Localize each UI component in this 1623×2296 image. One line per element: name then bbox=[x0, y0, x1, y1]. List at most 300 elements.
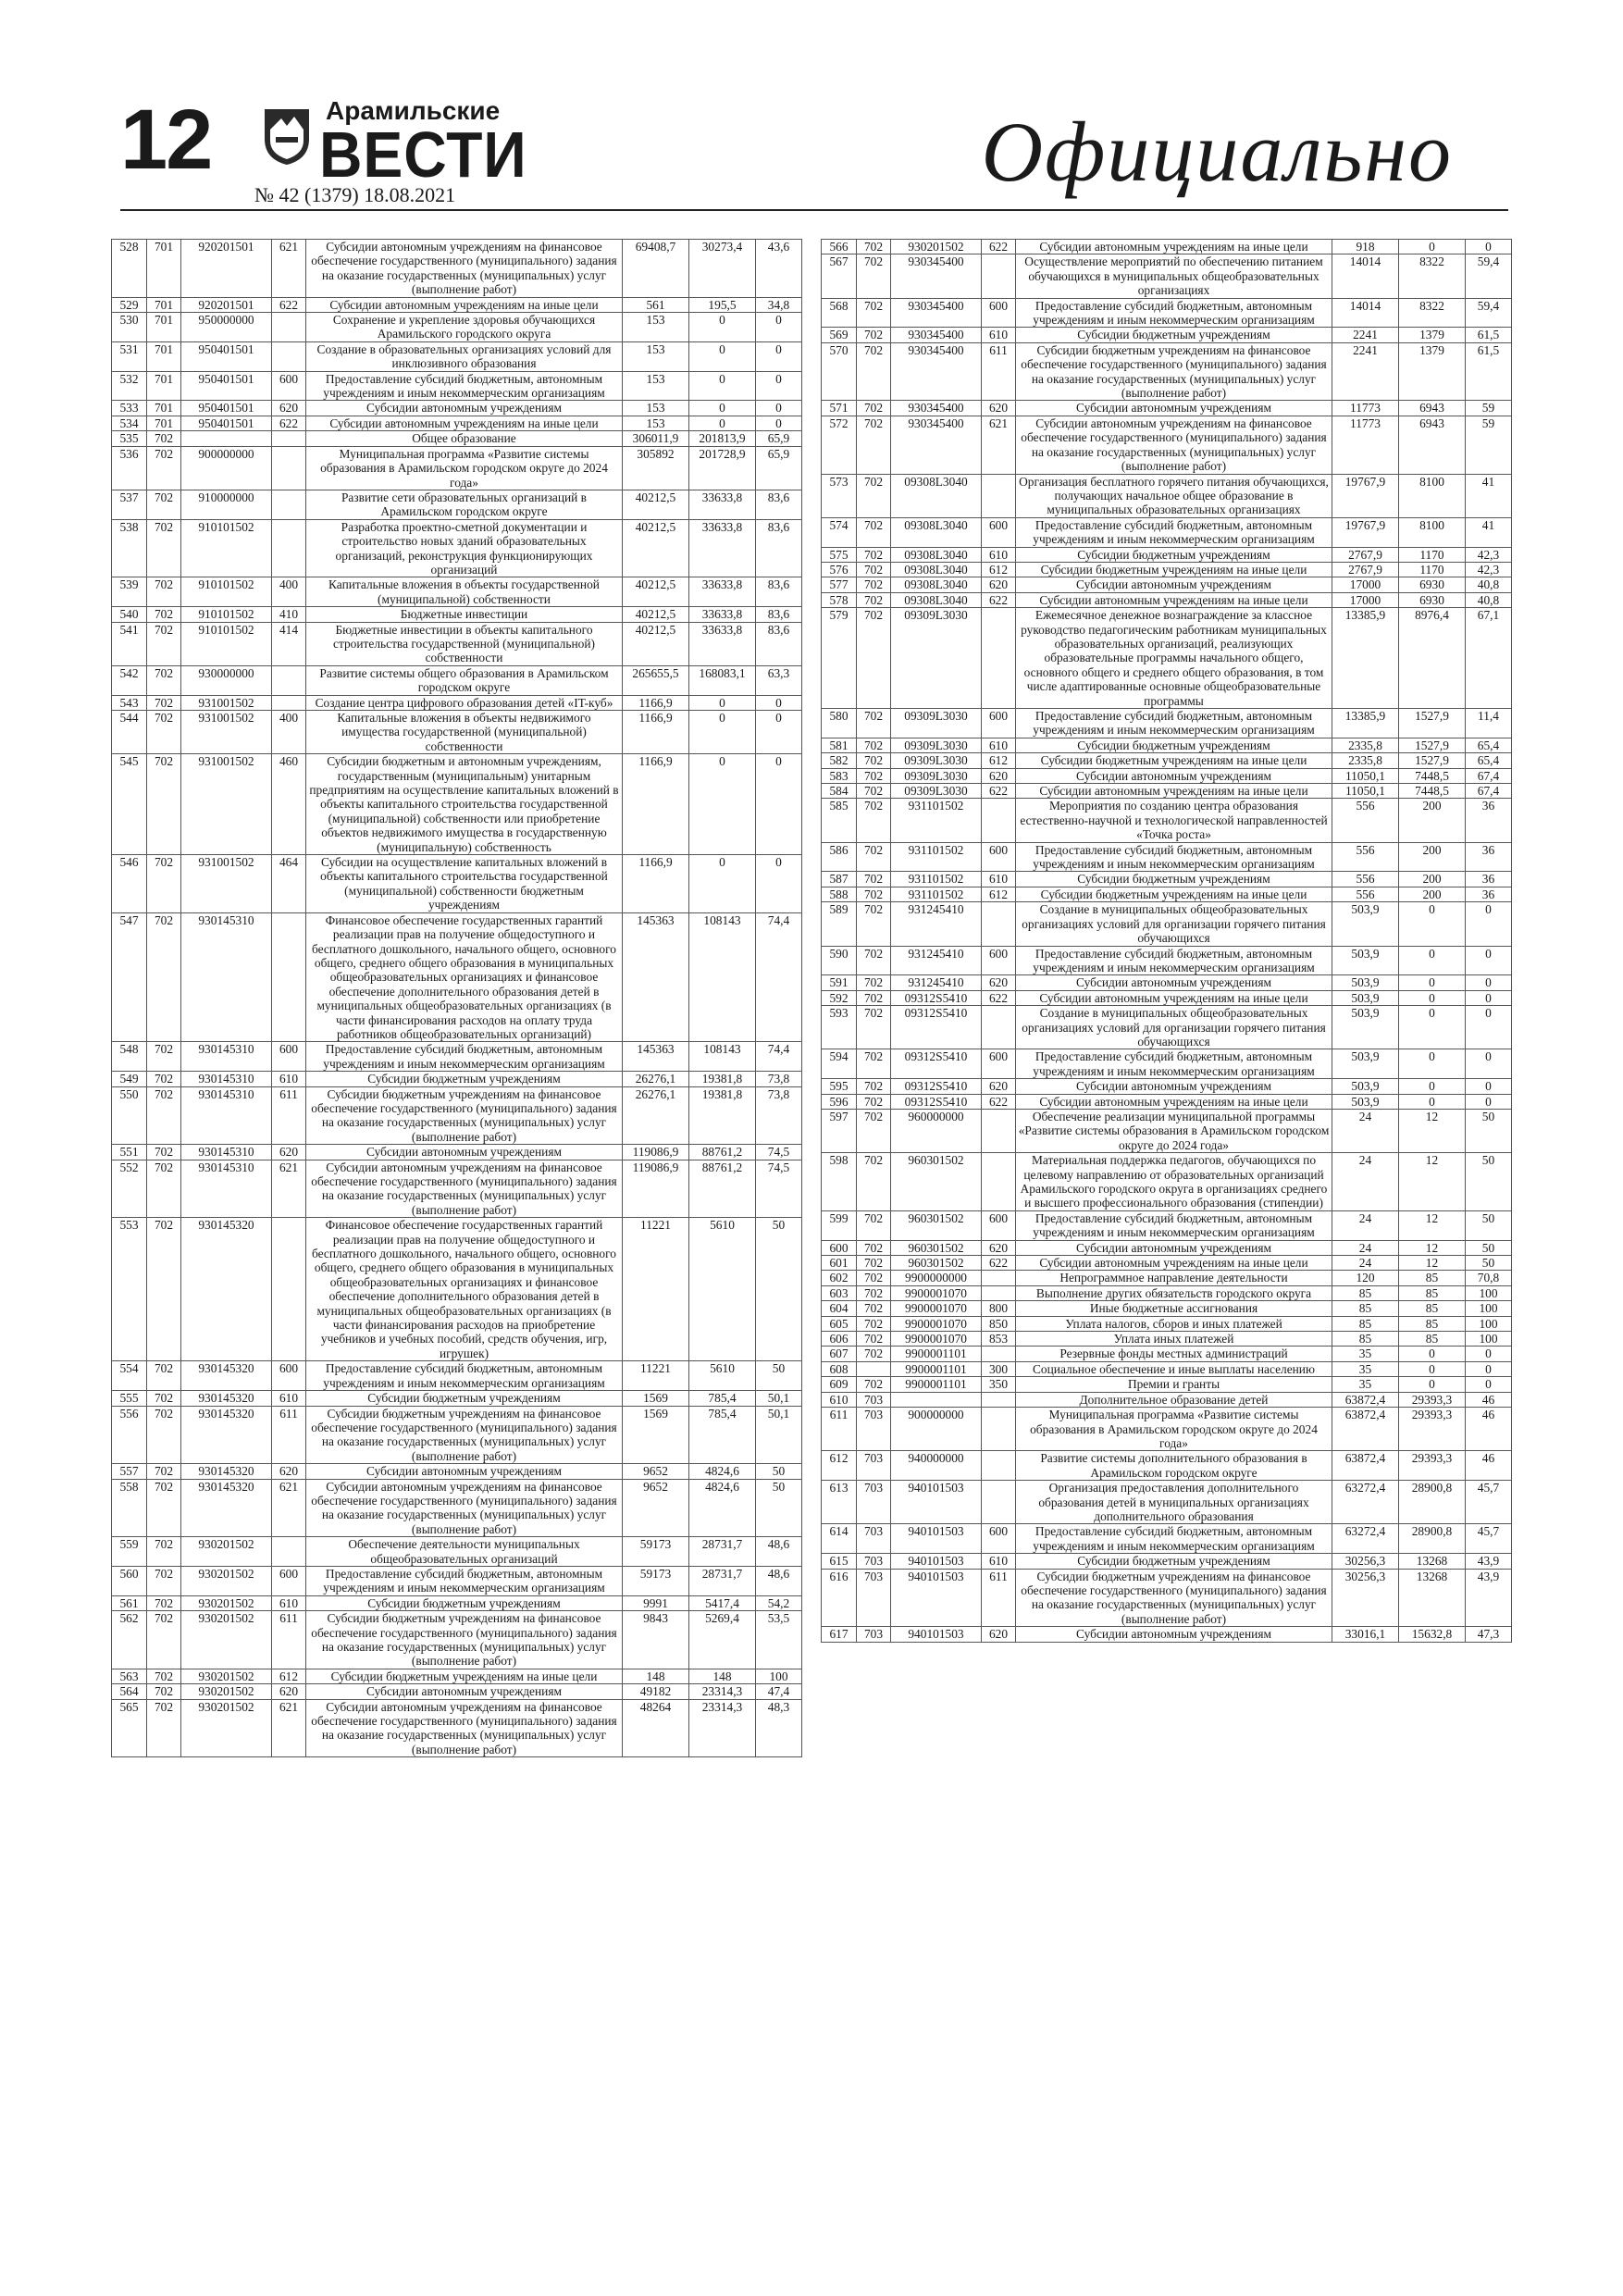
table-row bbox=[112, 754, 802, 855]
section-code: 702 bbox=[857, 1153, 891, 1211]
expense-type-code: 622 bbox=[982, 990, 1016, 1005]
planned-amount: 24 bbox=[1332, 1256, 1399, 1271]
section-code: 702 bbox=[857, 738, 891, 752]
section-code: 702 bbox=[857, 902, 891, 946]
expense-type-code bbox=[272, 341, 306, 371]
table-row bbox=[822, 416, 1512, 474]
section-code: 703 bbox=[857, 1451, 891, 1481]
section-code: 702 bbox=[147, 1611, 181, 1669]
executed-amount: 33633,8 bbox=[689, 607, 756, 622]
planned-amount: 9652 bbox=[623, 1464, 689, 1479]
table-row bbox=[822, 1377, 1512, 1392]
row-number: 617 bbox=[822, 1627, 857, 1642]
row-number: 561 bbox=[112, 1595, 147, 1610]
table-row bbox=[822, 753, 1512, 768]
row-number: 538 bbox=[112, 519, 147, 577]
description: Капитальные вложения в объекты недвижимого имущества государственной (муниципальной) собственности bbox=[306, 711, 623, 754]
table-row bbox=[112, 1566, 802, 1595]
description: Социальное обеспечение и иные выплаты населению bbox=[1016, 1361, 1332, 1376]
description: Уплата иных платежей bbox=[1016, 1332, 1332, 1347]
row-number: 598 bbox=[822, 1153, 857, 1211]
description: Субсидии автономным учреждениям bbox=[1016, 1079, 1332, 1094]
section-code: 702 bbox=[857, 1240, 891, 1255]
target-article-code: 09309L3030 bbox=[891, 768, 982, 783]
description: Ежемесячное денежное вознаграждение за классное руководство педагогическим работникам муниципальных образовательных организаций, реализующих образовательные программы начального общего, основного общего и среднего общего образования, в том числе адаптированные основные общеобразовательные программы bbox=[1016, 608, 1332, 709]
description: Субсидии бюджетным учреждениям bbox=[1016, 1554, 1332, 1569]
execution-percent: 0 bbox=[1466, 1377, 1512, 1392]
expense-type-code bbox=[982, 608, 1016, 709]
row-number: 534 bbox=[112, 416, 147, 430]
execution-percent: 48,6 bbox=[756, 1537, 802, 1567]
table-row bbox=[112, 401, 802, 416]
target-article-code: 910101502 bbox=[181, 577, 272, 607]
section-code: 702 bbox=[857, 547, 891, 562]
expense-type-code: 600 bbox=[272, 1042, 306, 1072]
planned-amount: 40212,5 bbox=[623, 607, 689, 622]
description: Субсидии автономным учреждениям bbox=[1016, 768, 1332, 783]
planned-amount: 11773 bbox=[1332, 416, 1399, 474]
table-row bbox=[112, 622, 802, 665]
executed-amount: 12 bbox=[1399, 1109, 1466, 1152]
section-code: 702 bbox=[857, 1210, 891, 1240]
section-code: 702 bbox=[147, 1566, 181, 1595]
section-code: 702 bbox=[857, 416, 891, 474]
section-code: 702 bbox=[147, 519, 181, 577]
target-article-code: 09309L3030 bbox=[891, 608, 982, 709]
description: Предоставление субсидий бюджетным, автономным учреждениям и иным некоммерческим организациям bbox=[1016, 1049, 1332, 1079]
target-article-code: 09312S5410 bbox=[891, 1094, 982, 1109]
row-number: 590 bbox=[822, 946, 857, 975]
expense-type-code bbox=[982, 1271, 1016, 1285]
executed-amount: 15632,8 bbox=[1399, 1627, 1466, 1642]
section-code: 702 bbox=[147, 431, 181, 446]
table-row bbox=[112, 1218, 802, 1361]
executed-amount: 28731,7 bbox=[689, 1566, 756, 1595]
table-row bbox=[112, 1391, 802, 1406]
target-article-code: 931101502 bbox=[891, 872, 982, 887]
section-code: 702 bbox=[147, 1086, 181, 1145]
planned-amount: 19767,9 bbox=[1332, 517, 1399, 547]
right-budget-table bbox=[821, 239, 1511, 1643]
execution-percent: 65,9 bbox=[756, 446, 802, 490]
target-article-code: 930201502 bbox=[891, 240, 982, 254]
description: Сохранение и укрепление здоровья обучающихся Арамильского городского округа bbox=[306, 313, 623, 342]
table-row bbox=[822, 1392, 1512, 1407]
executed-amount: 200 bbox=[1399, 799, 1466, 842]
expense-type-code bbox=[982, 1392, 1016, 1407]
planned-amount: 11221 bbox=[623, 1361, 689, 1391]
expense-type-code: 612 bbox=[982, 887, 1016, 901]
description: Субсидии бюджетным учреждениям на финансовое обеспечение государственного (муниципального) задания на оказание государственных (муниципальных) услуг (выполнение работ) bbox=[1016, 1569, 1332, 1627]
execution-percent: 0 bbox=[756, 341, 802, 371]
row-number: 596 bbox=[822, 1094, 857, 1109]
table-row bbox=[822, 592, 1512, 607]
expense-type-code: 622 bbox=[982, 1256, 1016, 1271]
description: Субсидии автономным учреждениям bbox=[306, 1464, 623, 1479]
section-code: 702 bbox=[857, 768, 891, 783]
expense-type-code: 611 bbox=[272, 1086, 306, 1145]
row-number: 549 bbox=[112, 1072, 147, 1086]
expense-type-code bbox=[982, 1109, 1016, 1152]
table-row bbox=[822, 975, 1512, 990]
section-code: 702 bbox=[857, 1049, 891, 1079]
section-code: 702 bbox=[147, 446, 181, 490]
description: Субсидии автономным учреждениям bbox=[1016, 401, 1332, 416]
section-code: 702 bbox=[147, 665, 181, 695]
row-number: 558 bbox=[112, 1479, 147, 1537]
expense-type-code: 620 bbox=[272, 1145, 306, 1160]
table-row bbox=[822, 1271, 1512, 1285]
target-article-code: 950401501 bbox=[181, 401, 272, 416]
table-row bbox=[822, 902, 1512, 946]
table-row bbox=[112, 1595, 802, 1610]
row-number: 552 bbox=[112, 1160, 147, 1218]
planned-amount: 503,9 bbox=[1332, 946, 1399, 975]
target-article-code: 9900001101 bbox=[891, 1347, 982, 1361]
description: Субсидии автономным учреждениям bbox=[1016, 577, 1332, 592]
row-number: 611 bbox=[822, 1408, 857, 1451]
description: Субсидии автономным учреждениям на финансовое обеспечение государственного (муниципального) задания на оказание государственных (муниципальных) услуг (выполнение работ) bbox=[1016, 416, 1332, 474]
target-article-code: 931001502 bbox=[181, 855, 272, 913]
table-row bbox=[822, 709, 1512, 738]
description: Муниципальная программа «Развитие системы образования в Арамильском городском округе до 2024 года» bbox=[306, 446, 623, 490]
row-number: 602 bbox=[822, 1271, 857, 1285]
section-code: 702 bbox=[147, 1595, 181, 1610]
target-article-code: 930201502 bbox=[181, 1684, 272, 1699]
target-article-code: 09309L3030 bbox=[891, 738, 982, 752]
description: Субсидии бюджетным учреждениям на иные цели bbox=[1016, 753, 1332, 768]
target-article-code: 930145310 bbox=[181, 1042, 272, 1072]
planned-amount: 556 bbox=[1332, 799, 1399, 842]
executed-amount: 200 bbox=[1399, 872, 1466, 887]
expense-type-code: 600 bbox=[982, 946, 1016, 975]
row-number: 566 bbox=[822, 240, 857, 254]
execution-percent: 61,5 bbox=[1466, 342, 1512, 401]
table-row bbox=[112, 1361, 802, 1391]
planned-amount: 49182 bbox=[623, 1684, 689, 1699]
executed-amount: 1379 bbox=[1399, 328, 1466, 342]
table-row bbox=[112, 577, 802, 607]
description: Субсидии автономным учреждениям на финансовое обеспечение государственного (муниципального) задания на оказание государственных (муниципальных) услуг (выполнение работ) bbox=[306, 1160, 623, 1218]
executed-amount: 0 bbox=[1399, 902, 1466, 946]
description: Субсидии автономным учреждениям bbox=[306, 1145, 623, 1160]
planned-amount: 35 bbox=[1332, 1361, 1399, 1376]
row-number: 576 bbox=[822, 562, 857, 577]
coat-of-arms-logo bbox=[259, 102, 315, 167]
execution-percent: 65,4 bbox=[1466, 753, 1512, 768]
planned-amount: 24 bbox=[1332, 1109, 1399, 1152]
description: Резервные фонды местных администраций bbox=[1016, 1347, 1332, 1361]
planned-amount: 119086,9 bbox=[623, 1160, 689, 1218]
section-code: 702 bbox=[147, 912, 181, 1042]
target-article-code: 930000000 bbox=[181, 665, 272, 695]
target-article-code: 930145320 bbox=[181, 1406, 272, 1464]
row-number: 557 bbox=[112, 1464, 147, 1479]
section-code: 702 bbox=[147, 607, 181, 622]
description: Субсидии автономным учреждениям на финансовое обеспечение государственного (муниципального) задания на оказание государственных (муниципальных) услуг (выполнение работ) bbox=[306, 1479, 623, 1537]
executed-amount: 1527,9 bbox=[1399, 709, 1466, 738]
target-article-code: 931101502 bbox=[891, 842, 982, 872]
executed-amount: 1170 bbox=[1399, 562, 1466, 577]
planned-amount: 48264 bbox=[623, 1699, 689, 1757]
row-number: 612 bbox=[822, 1451, 857, 1481]
table-row bbox=[822, 1301, 1512, 1316]
table-row bbox=[822, 1094, 1512, 1109]
description: Субсидии бюджетным учреждениям на иные цели bbox=[306, 1669, 623, 1683]
executed-amount: 0 bbox=[689, 711, 756, 754]
row-number: 529 bbox=[112, 297, 147, 312]
expense-type-code: 350 bbox=[982, 1377, 1016, 1392]
section-code: 703 bbox=[857, 1554, 891, 1569]
row-number: 608 bbox=[822, 1361, 857, 1376]
table-row bbox=[822, 990, 1512, 1005]
expense-type-code: 612 bbox=[982, 562, 1016, 577]
execution-percent: 83,6 bbox=[756, 519, 802, 577]
expense-type-code bbox=[982, 474, 1016, 517]
section-code: 702 bbox=[857, 577, 891, 592]
expense-type-code: 621 bbox=[982, 416, 1016, 474]
planned-amount: 1166,9 bbox=[623, 855, 689, 913]
execution-percent: 59,4 bbox=[1466, 298, 1512, 328]
planned-amount: 1569 bbox=[623, 1406, 689, 1464]
planned-amount: 306011,9 bbox=[623, 431, 689, 446]
section-code: 702 bbox=[857, 1079, 891, 1094]
execution-percent: 36 bbox=[1466, 872, 1512, 887]
executed-amount: 88761,2 bbox=[689, 1145, 756, 1160]
execution-percent: 70,8 bbox=[1466, 1271, 1512, 1285]
planned-amount: 148 bbox=[623, 1669, 689, 1683]
description: Субсидии автономным учреждениям на иные цели bbox=[1016, 1094, 1332, 1109]
expense-type-code: 621 bbox=[272, 240, 306, 298]
target-article-code: 930145310 bbox=[181, 1160, 272, 1218]
executed-amount: 13268 bbox=[1399, 1554, 1466, 1569]
planned-amount: 1569 bbox=[623, 1391, 689, 1406]
expense-type-code: 610 bbox=[982, 547, 1016, 562]
row-number: 616 bbox=[822, 1569, 857, 1627]
execution-percent: 100 bbox=[1466, 1316, 1512, 1331]
table-row bbox=[822, 1079, 1512, 1094]
description: Предоставление субсидий бюджетным, автономным учреждениям и иным некоммерческим организациям bbox=[1016, 709, 1332, 738]
table-row bbox=[112, 1160, 802, 1218]
execution-percent: 0 bbox=[756, 401, 802, 416]
expense-type-code bbox=[982, 1285, 1016, 1300]
execution-percent: 74,5 bbox=[756, 1145, 802, 1160]
executed-amount: 148 bbox=[689, 1669, 756, 1683]
target-article-code: 910101502 bbox=[181, 622, 272, 665]
row-number: 528 bbox=[112, 240, 147, 298]
expense-type-code: 610 bbox=[272, 1391, 306, 1406]
row-number: 537 bbox=[112, 490, 147, 519]
row-number: 554 bbox=[112, 1361, 147, 1391]
planned-amount: 1166,9 bbox=[623, 754, 689, 855]
executed-amount: 12 bbox=[1399, 1210, 1466, 1240]
execution-percent: 100 bbox=[1466, 1332, 1512, 1347]
executed-amount: 4824,6 bbox=[689, 1479, 756, 1537]
target-article-code: 930345400 bbox=[891, 342, 982, 401]
executed-amount: 8322 bbox=[1399, 298, 1466, 328]
row-number: 545 bbox=[112, 754, 147, 855]
expense-type-code bbox=[982, 902, 1016, 946]
description: Разработка проектно-сметной документации и строительство новых зданий образовательных организаций, реконструкция функционирующих организаций bbox=[306, 519, 623, 577]
target-article-code: 940101503 bbox=[891, 1554, 982, 1569]
planned-amount: 35 bbox=[1332, 1377, 1399, 1392]
executed-amount: 0 bbox=[689, 754, 756, 855]
target-article-code: 900000000 bbox=[891, 1408, 982, 1451]
expense-type-code: 400 bbox=[272, 577, 306, 607]
executed-amount: 201813,9 bbox=[689, 431, 756, 446]
planned-amount: 503,9 bbox=[1332, 902, 1399, 946]
planned-amount: 11050,1 bbox=[1332, 784, 1399, 799]
expense-type-code: 600 bbox=[982, 842, 1016, 872]
execution-percent: 0 bbox=[1466, 946, 1512, 975]
section-code: 702 bbox=[147, 855, 181, 913]
row-number: 615 bbox=[822, 1554, 857, 1569]
table-row bbox=[112, 297, 802, 312]
planned-amount: 2241 bbox=[1332, 328, 1399, 342]
expense-type-code: 621 bbox=[272, 1160, 306, 1218]
brand-name-top: Арамильские bbox=[326, 96, 501, 125]
row-number: 555 bbox=[112, 1391, 147, 1406]
section-code: 702 bbox=[147, 1218, 181, 1361]
table-row bbox=[822, 946, 1512, 975]
table-row bbox=[822, 1347, 1512, 1361]
executed-amount: 88761,2 bbox=[689, 1160, 756, 1218]
row-number: 542 bbox=[112, 665, 147, 695]
section-code: 702 bbox=[857, 709, 891, 738]
target-article-code: 931001502 bbox=[181, 711, 272, 754]
table-row bbox=[822, 1109, 1512, 1152]
target-article-code: 930201502 bbox=[181, 1699, 272, 1757]
planned-amount: 1166,9 bbox=[623, 695, 689, 710]
execution-percent: 41 bbox=[1466, 474, 1512, 517]
executed-amount: 33633,8 bbox=[689, 622, 756, 665]
table-row bbox=[822, 298, 1512, 328]
execution-percent: 100 bbox=[1466, 1301, 1512, 1316]
row-number: 564 bbox=[112, 1684, 147, 1699]
page-number: 12 bbox=[120, 93, 212, 187]
expense-type-code: 611 bbox=[982, 1569, 1016, 1627]
expense-type-code: 620 bbox=[982, 1627, 1016, 1642]
section-code: 701 bbox=[147, 297, 181, 312]
row-number: 601 bbox=[822, 1256, 857, 1271]
row-number: 533 bbox=[112, 401, 147, 416]
execution-percent: 0 bbox=[1466, 1006, 1512, 1049]
description: Субсидии бюджетным учреждениям на финансовое обеспечение государственного (муниципального) задания на оказание государственных (муниципальных) услуг (выполнение работ) bbox=[306, 1611, 623, 1669]
planned-amount: 9991 bbox=[623, 1595, 689, 1610]
row-number: 568 bbox=[822, 298, 857, 328]
section-code: 702 bbox=[857, 872, 891, 887]
expense-type-code bbox=[272, 313, 306, 342]
target-article-code: 931001502 bbox=[181, 695, 272, 710]
section-code: 702 bbox=[147, 711, 181, 754]
executed-amount: 5610 bbox=[689, 1218, 756, 1361]
planned-amount: 11050,1 bbox=[1332, 768, 1399, 783]
planned-amount: 30256,3 bbox=[1332, 1569, 1399, 1627]
description: Предоставление субсидий бюджетным, автономным учреждениям и иным некоммерческим организациям bbox=[306, 371, 623, 401]
executed-amount: 85 bbox=[1399, 1285, 1466, 1300]
execution-percent: 48,6 bbox=[756, 1566, 802, 1595]
execution-percent: 43,9 bbox=[1466, 1569, 1512, 1627]
executed-amount: 33633,8 bbox=[689, 490, 756, 519]
table-row bbox=[822, 342, 1512, 401]
executed-amount: 0 bbox=[1399, 240, 1466, 254]
execution-percent: 36 bbox=[1466, 842, 1512, 872]
description: Создание в муниципальных общеобразовательных организациях условий для организации горячего питания обучающихся bbox=[1016, 902, 1332, 946]
expense-type-code: 622 bbox=[982, 1094, 1016, 1109]
row-number: 546 bbox=[112, 855, 147, 913]
target-article-code: 09309L3030 bbox=[891, 709, 982, 738]
table-row bbox=[822, 1316, 1512, 1331]
target-article-code: 950401501 bbox=[181, 416, 272, 430]
execution-percent: 50 bbox=[1466, 1240, 1512, 1255]
table-row bbox=[822, 254, 1512, 298]
planned-amount: 13385,9 bbox=[1332, 709, 1399, 738]
section-code: 702 bbox=[147, 1042, 181, 1072]
executed-amount: 8100 bbox=[1399, 474, 1466, 517]
section-code: 702 bbox=[857, 592, 891, 607]
row-number: 570 bbox=[822, 342, 857, 401]
expense-type-code: 620 bbox=[272, 401, 306, 416]
brand-name-main: ВЕСТИ bbox=[319, 118, 527, 191]
description: Предоставление субсидий бюджетным, автономным учреждениям и иным некоммерческим организациям bbox=[306, 1361, 623, 1391]
executed-amount: 108143 bbox=[689, 1042, 756, 1072]
planned-amount: 119086,9 bbox=[623, 1145, 689, 1160]
execution-percent: 74,5 bbox=[756, 1160, 802, 1218]
planned-amount: 1166,9 bbox=[623, 711, 689, 754]
execution-percent: 83,6 bbox=[756, 607, 802, 622]
target-article-code: 930201502 bbox=[181, 1595, 272, 1610]
execution-percent: 40,8 bbox=[1466, 592, 1512, 607]
planned-amount: 556 bbox=[1332, 887, 1399, 901]
planned-amount: 63272,4 bbox=[1332, 1524, 1399, 1554]
execution-percent: 50 bbox=[756, 1464, 802, 1479]
executed-amount: 1170 bbox=[1399, 547, 1466, 562]
target-article-code: 930145320 bbox=[181, 1361, 272, 1391]
planned-amount: 35 bbox=[1332, 1347, 1399, 1361]
expense-type-code: 611 bbox=[272, 1406, 306, 1464]
row-number: 540 bbox=[112, 607, 147, 622]
target-article-code: 910000000 bbox=[181, 490, 272, 519]
row-number: 600 bbox=[822, 1240, 857, 1255]
section-code: 702 bbox=[147, 1145, 181, 1160]
executed-amount: 8976,4 bbox=[1399, 608, 1466, 709]
description: Бюджетные инвестиции bbox=[306, 607, 623, 622]
table-row bbox=[822, 1049, 1512, 1079]
table-row bbox=[822, 240, 1512, 254]
table-row bbox=[112, 313, 802, 342]
executed-amount: 85 bbox=[1399, 1316, 1466, 1331]
execution-percent: 45,7 bbox=[1466, 1481, 1512, 1524]
planned-amount: 14014 bbox=[1332, 298, 1399, 328]
table-row bbox=[112, 711, 802, 754]
row-number: 584 bbox=[822, 784, 857, 799]
execution-percent: 45,7 bbox=[1466, 1524, 1512, 1554]
description: Субсидии автономным учреждениям на иные цели bbox=[1016, 990, 1332, 1005]
executed-amount: 200 bbox=[1399, 887, 1466, 901]
table-row bbox=[822, 1361, 1512, 1376]
table-row bbox=[822, 1569, 1512, 1627]
description: Уплата налогов, сборов и иных платежей bbox=[1016, 1316, 1332, 1331]
executed-amount: 6943 bbox=[1399, 416, 1466, 474]
row-number: 597 bbox=[822, 1109, 857, 1152]
row-number: 573 bbox=[822, 474, 857, 517]
row-number: 575 bbox=[822, 547, 857, 562]
description: Субсидии автономным учреждениям bbox=[306, 1684, 623, 1699]
execution-percent: 0 bbox=[1466, 1049, 1512, 1079]
section-code: 702 bbox=[147, 1361, 181, 1391]
planned-amount: 153 bbox=[623, 341, 689, 371]
expense-type-code bbox=[272, 695, 306, 710]
